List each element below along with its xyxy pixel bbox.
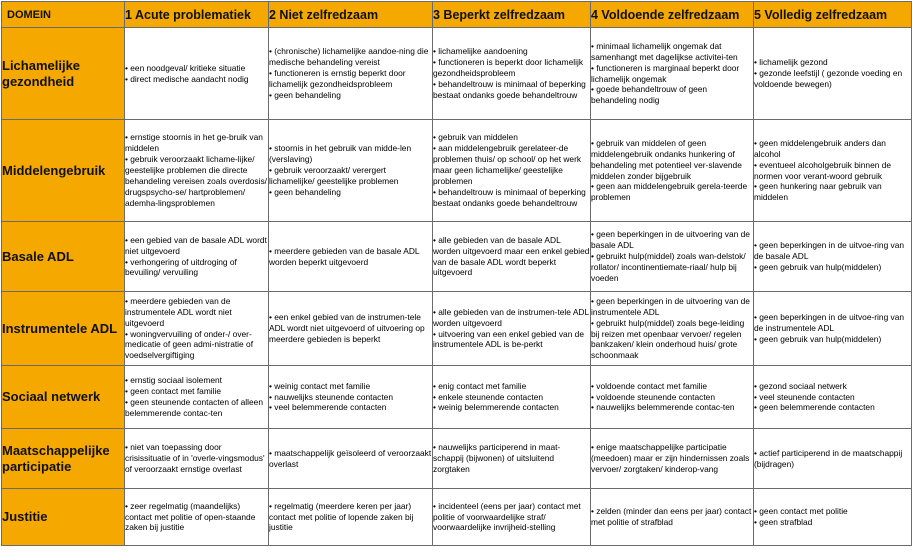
zelfredzaamheid-matrix (1, 1, 912, 546)
criteria-item: • ernstig sociaal isolement (125, 375, 222, 386)
criteria-item: • gebruikt hulp(middel) zoals wan-delstok/ rollator/ incontinentiemate-riaal/ hulp bij voeden (591, 251, 746, 283)
level-5-cell (754, 292, 912, 366)
criteria-item: • ernstige stoornis in het ge-bruik van middelen (125, 132, 263, 154)
criteria-list (591, 296, 753, 361)
level-2-cell (269, 292, 433, 366)
criteria-list (269, 246, 432, 268)
criteria-item: • (chronische) lichamelijke aandoe-ning die medische behandeling vereist (269, 46, 429, 68)
criteria-item: • lichamelijke aandoening (433, 46, 528, 57)
domain-label: Middelengebruik (2, 120, 125, 222)
criteria-item: • geen contact met familie (125, 386, 222, 397)
header-level-4: 4 Voldoende zelfredzaam (591, 2, 754, 28)
criteria-item: • geen beperkingen in de uitvoering van de instrumentele ADL (591, 295, 750, 317)
criteria-item: • nauwelijks participerend in maat-schappij (bijwonen) of uitsluitend zorgtaken (433, 442, 561, 474)
level-2-cell (269, 120, 433, 222)
domain-label: Justitie (2, 489, 125, 546)
criteria-item: • uitvoering van een enkel gebied van de instrumentele ADL is be-perkt (433, 328, 584, 350)
criteria-item: • veel belemmerende contacten (269, 402, 387, 413)
criteria-list (125, 63, 268, 85)
criteria-item: • enig contact met familie (433, 380, 527, 391)
level-1-cell (125, 120, 269, 222)
level-1-cell (125, 489, 269, 546)
header-level-2: 2 Niet zelfredzaam (269, 2, 433, 28)
criteria-list (591, 229, 753, 284)
criteria-list (269, 381, 432, 414)
criteria-item: • geen hunkering naar gebruik van middelen (754, 181, 882, 203)
criteria-item: • geen gebruik van hulp(middelen) (754, 261, 882, 272)
criteria-list (125, 501, 268, 534)
level-3-cell (433, 489, 591, 546)
criteria-list (591, 381, 753, 414)
criteria-item: • behandeltrouw is minimaal of beperking bestaat ondanks goede behandeltrouw (433, 186, 586, 208)
criteria-item: • functioneren is ernstig beperkt door lichamelijk gezondheidsprobleem (269, 68, 406, 89)
criteria-item: • geen beperkingen in de uitvoering van de basale ADL (591, 229, 750, 251)
level-5-cell (754, 429, 912, 489)
criteria-item: • maatschappelijk geïsoleerd of veroorzaakt overlast (269, 447, 432, 469)
criteria-item: • regelmatig (meerdere keren per jaar) contact met politie of lopende zaken bij justitie (269, 500, 414, 533)
domain-row (2, 366, 912, 429)
criteria-list (125, 235, 268, 279)
criteria-item: • geen behandeling (269, 186, 341, 197)
criteria-item: • geen strafblad (754, 517, 813, 527)
criteria-list (591, 506, 753, 528)
level-5-cell (754, 366, 912, 429)
domain-row (2, 120, 912, 222)
level-2-cell (269, 489, 433, 546)
level-3-cell (433, 28, 591, 120)
criteria-item: • gebruik van middelen of geen middelengebruik ondanks hunkering of behandeling met potentieel ver-slavende middelen zonder bijgebruik (591, 137, 742, 181)
criteria-item: • gebruik van middelen (433, 132, 518, 143)
criteria-list (754, 506, 911, 528)
criteria-item: • alle gebieden van de basale ADL worden uitgevoerd maar een enkel gebied van de basale ADL wordt beperkt uitgevoerd (433, 234, 590, 278)
criteria-item: • actief participerend in de maatschappij (bijdragen) (754, 447, 903, 469)
criteria-list (433, 132, 590, 208)
criteria-item: • zeer regelmatig (maandelijks) contact met politie of open-staande zaken bij justitie (125, 500, 256, 533)
domain-row (2, 222, 912, 292)
criteria-item: • aan middelengebruik gerelateer-de problemen thuis/ op school/ op het werk maar geen lichamelijke/ geestelijke problemen (433, 143, 582, 186)
criteria-list (433, 46, 590, 101)
criteria-list (754, 240, 911, 273)
criteria-item: • geen gebruik van hulp(middelen) (754, 333, 882, 344)
criteria-item: • een noodgeval/ kritieke situatie (125, 62, 246, 73)
criteria-item: • nauwelijks steunende contacten (269, 391, 393, 402)
criteria-item: • voldoende contact met familie (591, 380, 708, 391)
criteria-item: • meerdere gebieden van de basale ADL worden beperkt uitgevoerd (269, 245, 420, 267)
level-2-cell (269, 366, 433, 429)
level-5-cell (754, 120, 912, 222)
criteria-item: • geen beperkingen in de uitvoe-ring van de instrumentele ADL (754, 312, 905, 334)
criteria-list (433, 307, 590, 351)
criteria-list (269, 143, 432, 198)
criteria-item: • voldoende steunende contacten (591, 391, 716, 402)
criteria-list (433, 381, 590, 414)
level-1-cell (125, 222, 269, 292)
header-level-5: 5 Volledig zelfredzaam (754, 2, 912, 28)
criteria-item: • gezonde leefstijl ( gezonde voeding en voldoende bewegen) (754, 68, 903, 89)
criteria-item: • veel steunende contacten (754, 391, 855, 402)
level-5-cell (754, 489, 912, 546)
domain-label: Sociaal netwerk (2, 366, 125, 429)
criteria-list (269, 501, 432, 534)
criteria-item: • woningvervuiling of onder-/ over-medicatie of geen admi-nistratie of voedselvergiftiging (125, 328, 254, 361)
level-5-cell (754, 222, 912, 292)
domain-row (2, 28, 912, 120)
matrix-body (2, 28, 912, 546)
criteria-list (754, 448, 911, 470)
criteria-item: • geen belemmerende contacten (754, 402, 875, 413)
criteria-item: • geen middelengebruik anders dan alcohol (754, 137, 886, 159)
criteria-item: • geen contact met politie (754, 506, 848, 517)
domain-row (2, 292, 912, 366)
criteria-list (591, 138, 753, 203)
level-4-cell (591, 28, 754, 120)
criteria-list (269, 312, 432, 345)
level-4-cell (591, 222, 754, 292)
criteria-item: • geen aan middelengebruik gerela-teerde problemen (591, 181, 748, 203)
criteria-item: • meerdere gebieden van de instrumentele ADL wordt niet uitgevoerd (125, 295, 232, 328)
header-domain: DOMEIN (2, 2, 125, 28)
level-4-cell (591, 489, 754, 546)
criteria-item: • geen beperkingen in de uitvoe-ring van de basale ADL (754, 240, 905, 262)
level-2-cell (269, 222, 433, 292)
domain-label: Maatschappelijke participatie (2, 429, 125, 489)
level-2-cell (269, 429, 433, 489)
criteria-item: • stoornis in het gebruik van midde-len (verslaving) (269, 143, 412, 165)
criteria-list (433, 235, 590, 279)
level-3-cell (433, 366, 591, 429)
criteria-item: • niet van toepassing door crisissituatie of in 'overle-vingsmodus' of veroorzaakt ernstige overlast (125, 442, 265, 474)
criteria-list (754, 381, 911, 414)
criteria-item: • weinig belemmerende contacten (433, 402, 559, 413)
criteria-item: • enige maatschappelijke participatie (meedoen) maar er zijn hindernissen zoals vervoer/ zorgtaken/ kinderop-vang (591, 442, 750, 474)
criteria-list (125, 442, 268, 475)
criteria-item: • behandeltrouw is minimaal of beperking bestaat ondanks goede behandeltrouw (433, 78, 586, 100)
criteria-item: • weinig contact met familie (269, 380, 371, 391)
criteria-item: • verhongering of uitdroging of bevuiling/ vervuiling (125, 256, 237, 278)
level-1-cell (125, 429, 269, 489)
criteria-list (269, 46, 432, 101)
criteria-item: • direct medische aandacht nodig (125, 73, 249, 84)
criteria-list (269, 448, 432, 470)
criteria-list (754, 312, 911, 345)
criteria-item: • gebruikt hulp(middel) zoals bege-leiding bij reizen met openbaar vervoer/ regelen bankzaken/ klein onderhoud huis/ grote schoonmaak (591, 317, 745, 361)
level-3-cell (433, 222, 591, 292)
header-level-1: 1 Acute problematiek (125, 2, 269, 28)
criteria-item: • incidenteel (eens per jaar) contact met politie of voorwaardelijke straf/ voorwaardelijke invrijheid-stelling (433, 500, 581, 533)
domain-label: Basale ADL (2, 222, 125, 292)
criteria-item: • gezond sociaal netwerk (754, 380, 847, 391)
level-3-cell (433, 429, 591, 489)
criteria-list (125, 296, 268, 361)
criteria-list (125, 375, 268, 419)
header-level-3: 3 Beperkt zelfredzaam (433, 2, 591, 28)
criteria-item: • lichamelijk gezond (754, 57, 828, 68)
domain-label: Lichamelijke gezondheid (2, 28, 125, 120)
domain-row (2, 489, 912, 546)
criteria-item: • een enkel gebied van de instrumen-tele ADL wordt niet uitgevoerd of uitvoering op meerdere gebieden is beperkt (269, 312, 425, 344)
criteria-list (754, 57, 911, 90)
level-1-cell (125, 292, 269, 366)
criteria-item: • eventueel alcoholgebruik binnen de normen voor verant-woord gebruik (754, 159, 892, 181)
criteria-item: • functioneren is marginaal beperkt door lichamelijk ongemak (591, 62, 740, 84)
criteria-list (591, 442, 753, 475)
header-row (2, 2, 912, 28)
domain-label: Instrumentele ADL (2, 292, 125, 366)
criteria-item: • een gebied van de basale ADL wordt niet uitgevoerd (125, 234, 267, 256)
criteria-item: • zelden (minder dan eens per jaar) contact met politie of strafblad (591, 506, 752, 527)
level-5-cell (754, 28, 912, 120)
criteria-item: • minimaal lichamelijk ongemak dat samenhangt met dagelijkse activitei-ten (591, 40, 738, 62)
criteria-item: • functioneren is beperkt door lichamelijk gezondheidsprobleem (433, 57, 584, 79)
criteria-item: • geen steunende contacten of alleen belemmerende contac-ten (125, 397, 263, 418)
criteria-item: • enkele steunende contacten (433, 391, 544, 402)
level-3-cell (433, 292, 591, 366)
level-4-cell (591, 366, 754, 429)
level-4-cell (591, 292, 754, 366)
criteria-item: • gebruik veroorzaakt lichame-lijke/ geestelijke problemen die directe behandeling vereisen zoals overdosis/ drugspsycho-se/ hartproblemen/ ademha-lingsproblemen (125, 154, 267, 208)
level-4-cell (591, 429, 754, 489)
level-1-cell (125, 366, 269, 429)
criteria-list (754, 138, 911, 203)
criteria-list (125, 132, 268, 208)
criteria-list (433, 442, 590, 475)
level-3-cell (433, 120, 591, 222)
criteria-item: • geen behandeling (269, 89, 341, 100)
level-2-cell (269, 28, 433, 120)
criteria-item: • alle gebieden van de instrumen-tele ADL worden uitgevoerd (433, 306, 589, 328)
criteria-list (433, 501, 590, 534)
criteria-list (591, 41, 753, 106)
criteria-item: • nauwelijks belemmerende contac-ten (591, 402, 735, 413)
criteria-item: • goede behandeltrouw of geen behandeling nodig (591, 84, 708, 106)
criteria-item: • gebruik veroorzaakt/ verergert lichamelijke/ geestelijke problemen (269, 165, 399, 186)
level-1-cell (125, 28, 269, 120)
domain-row (2, 429, 912, 489)
level-4-cell (591, 120, 754, 222)
